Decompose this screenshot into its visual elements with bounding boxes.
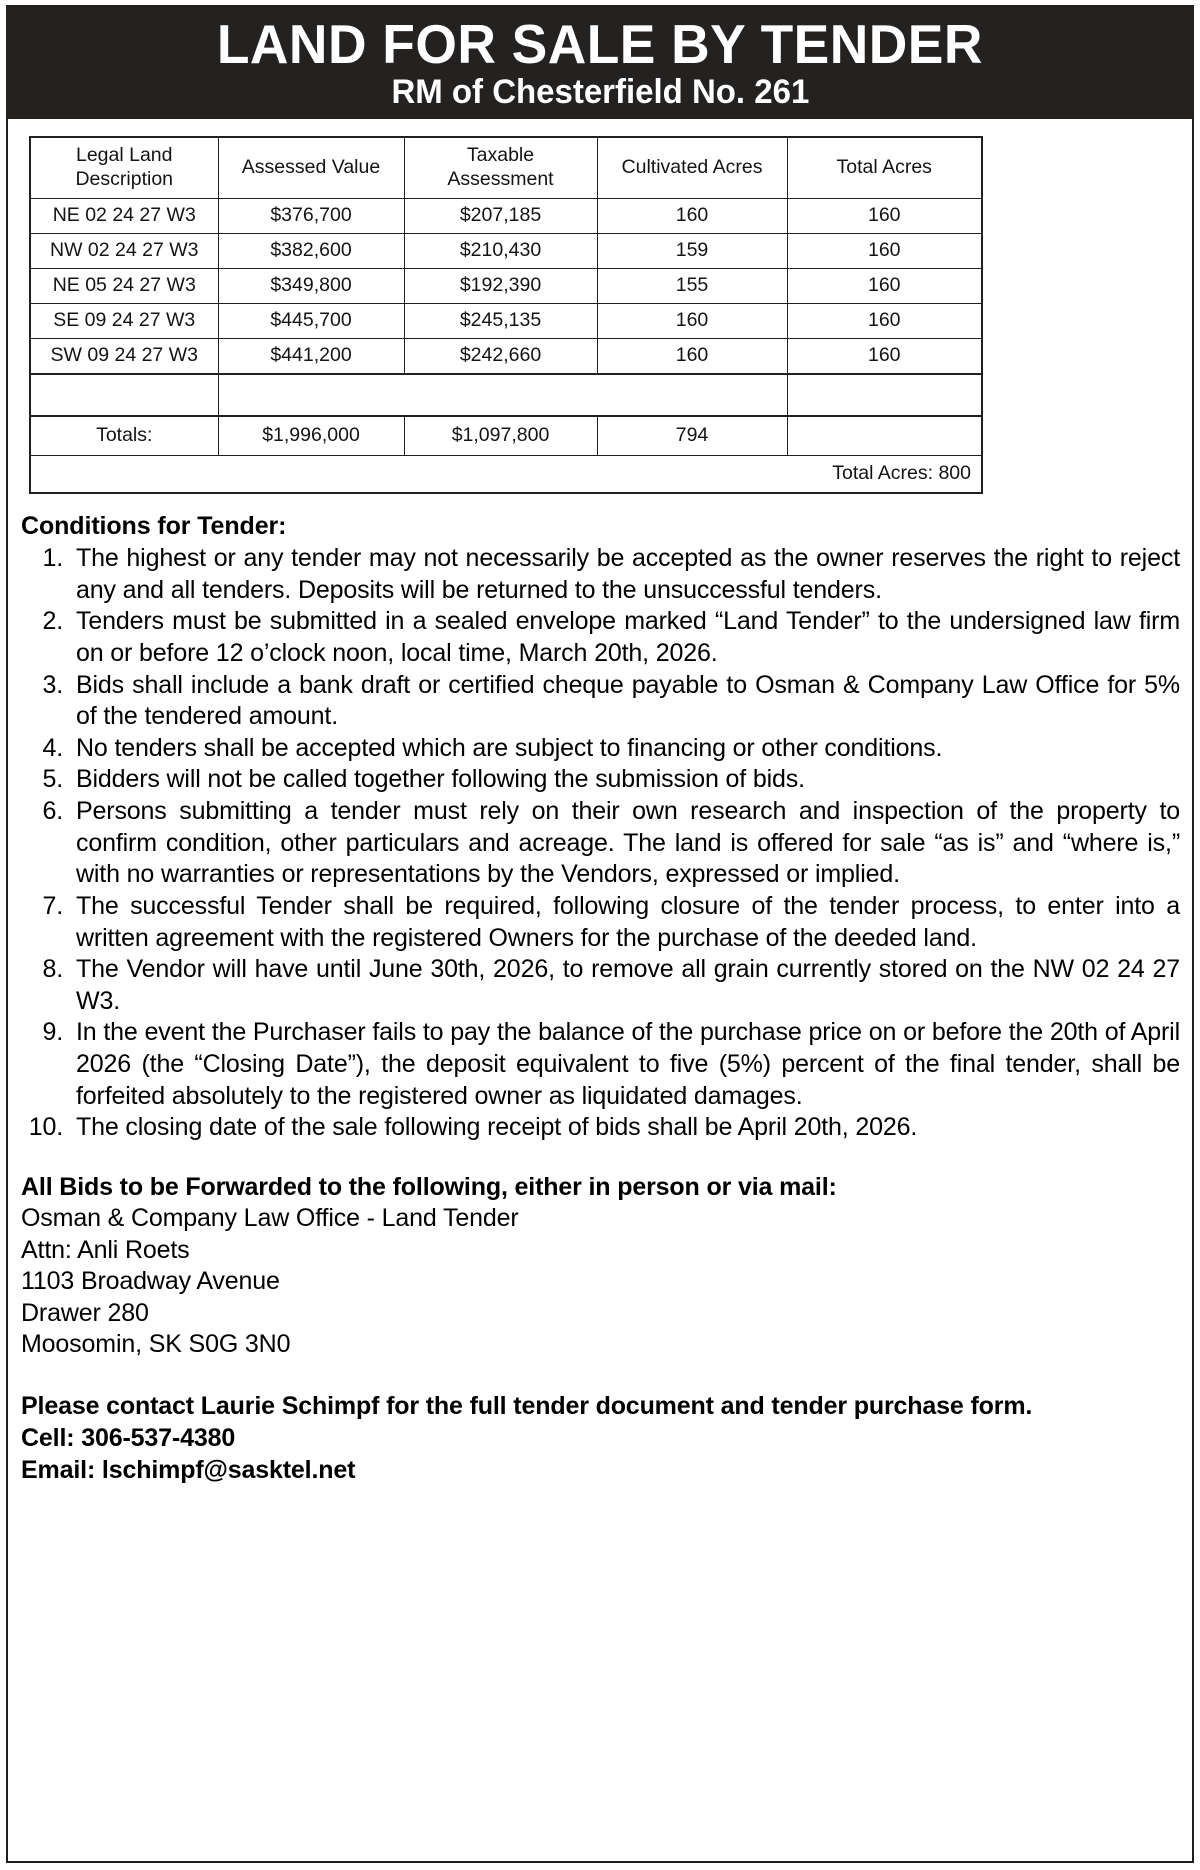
address-line-street: 1103 Broadway Avenue: [21, 1267, 280, 1296]
condition-text: The successful Tender shall be required, following closure of the tender process, to enter into a written agreement with the registered Owners for the purchase of the deeded land.: [76, 891, 1180, 952]
condition-number: 6.: [42, 797, 63, 825]
column-header-legal-land-description: [30, 137, 218, 199]
condition-text: Persons submitting a tender must rely on their own research and inspection of the property to confirm condition, other particulars and acreage. The land is offered for sale “as is” and “where is,” with no warranties or representations by the Vendors, expressed or implied.: [76, 797, 1180, 889]
header-line-1: Taxable: [466, 144, 535, 167]
condition-text: Bidders will not be called together following the submission of bids.: [76, 765, 805, 794]
page-title: LAND FOR SALE BY TENDER: [216, 12, 983, 75]
table-row: [30, 339, 982, 375]
document-body: [0, 136, 1200, 1486]
bids-forwarded-block: [21, 1172, 1180, 1361]
header-banner: [7, 7, 1193, 119]
conditions-list: [21, 543, 1180, 1144]
cell-total: 160: [787, 304, 982, 339]
condition-item-3: [21, 670, 1180, 733]
table-row: [30, 269, 982, 304]
condition-text: The closing date of the sale following receipt of bids shall be April 20th, 2026.: [76, 1113, 918, 1142]
totals-label: Totals:: [30, 416, 218, 456]
table-header-row: [30, 137, 982, 199]
totals-cultivated: 794: [597, 416, 787, 456]
totals-taxable: $1,097,800: [404, 416, 597, 456]
condition-number: 4.: [42, 733, 63, 762]
cell-taxable: $245,135: [404, 304, 597, 339]
condition-number: 10.: [28, 1113, 63, 1142]
cell-legal: SE 09 24 27 W3: [30, 304, 218, 339]
condition-item-6: [21, 796, 1180, 891]
spacer-cell: [404, 374, 597, 416]
totals-total: [787, 416, 982, 456]
condition-number: 3.: [42, 670, 63, 699]
table-totals-row: [30, 416, 982, 456]
condition-number: 8.: [42, 955, 63, 984]
condition-text: Tenders must be submitted in a sealed envelope marked “Land Tender” to the undersigned law firm on or before 12 o’clock noon, local time, March 20th, 2026.: [76, 607, 1180, 667]
table-row: [30, 304, 982, 339]
spacer-cell: [30, 374, 218, 416]
cell-total: 160: [787, 234, 982, 269]
table-total-acres-row: [30, 456, 982, 494]
cell-assessed: $441,200: [218, 339, 404, 375]
condition-item-7: [21, 891, 1180, 954]
header-line-1: Cultivated Acres: [621, 156, 763, 179]
condition-number: 9.: [42, 1018, 63, 1047]
bids-forwarded-heading: All Bids to be Forwarded to the following, either in person or via mail:: [21, 1172, 837, 1201]
column-header-assessed-value: [218, 137, 404, 199]
condition-text: The Vendor will have until June 30th, 2026, to remove all grain currently stored on the NW 02 24 27 W3.: [76, 955, 1180, 1015]
header-line-1: Assessed Value: [241, 156, 381, 179]
cell-legal: NW 02 24 27 W3: [30, 234, 218, 269]
condition-number: 2.: [42, 607, 63, 636]
condition-text: The highest or any tender may not necessarily be accepted as the owner reserves the right to reject any and all tenders. Deposits will be returned to the unsuccessful tenders.: [76, 544, 1180, 604]
condition-item-9: [21, 1017, 1180, 1112]
header-line-1: Legal Land: [75, 144, 173, 167]
condition-number: 5.: [42, 765, 63, 794]
land-parcel-table: [29, 136, 983, 494]
cell-assessed: $376,700: [218, 199, 404, 234]
condition-item-8: [21, 954, 1180, 1017]
totals-assessed: $1,996,000: [218, 416, 404, 456]
cell-taxable: $242,660: [404, 339, 597, 375]
cell-assessed: $349,800: [218, 269, 404, 304]
condition-item-1: [21, 543, 1180, 606]
spacer-cell: [218, 374, 404, 416]
spacer-cell: [597, 374, 787, 416]
condition-number: 7.: [42, 891, 63, 920]
column-header-total-acres: [787, 137, 982, 199]
header-line-1: Total Acres: [836, 156, 932, 179]
cell-taxable: $192,390: [404, 269, 597, 304]
page-subtitle: RM of Chesterfield No. 261: [391, 72, 809, 111]
address-line-drawer: Drawer 280: [21, 1298, 149, 1327]
address-line-city: Moosomin, SK S0G 3N0: [21, 1330, 291, 1359]
table-spacer-row: [30, 374, 982, 416]
address-line-firm: Osman & Company Law Office - Land Tender: [21, 1204, 519, 1233]
condition-text: No tenders shall be accepted which are subject to financing or other conditions.: [76, 733, 943, 762]
table-row: [30, 199, 982, 234]
condition-item-10: [21, 1112, 1180, 1144]
cell-cultivated: 159: [597, 234, 787, 269]
spacer-cell: [787, 374, 982, 416]
contact-block: [21, 1390, 1180, 1486]
cell-legal: NE 02 24 27 W3: [30, 199, 218, 234]
cell-legal: SW 09 24 27 W3: [30, 339, 218, 375]
cell-cultivated: 160: [597, 339, 787, 375]
condition-text: In the event the Purchaser fails to pay the balance of the purchase price on or before the 20th of April 2026 (the “Closing Date”), the deposit equivalent to five (5%) percent of the final tender, shall be forfeited absolutely to the registered owner as liquidated damages.: [76, 1018, 1180, 1110]
column-header-taxable-assessment: [404, 137, 597, 199]
contact-email: Email: lschimpf@sasktel.net: [21, 1455, 356, 1484]
condition-text: Bids shall include a bank draft or certified cheque payable to Osman & Company Law Office for 5% of the tendered amount.: [76, 670, 1180, 731]
header-line-2: Assessment: [447, 168, 554, 190]
total-acres-note: Total Acres: 800: [30, 456, 982, 494]
condition-item-5: [21, 764, 1180, 796]
contact-cell: Cell: 306-537-4380: [21, 1423, 236, 1452]
condition-item-2: [21, 606, 1180, 669]
conditions-heading: Conditions for Tender:: [21, 512, 287, 540]
cell-total: 160: [787, 339, 982, 375]
cell-total: 160: [787, 269, 982, 304]
cell-cultivated: 155: [597, 269, 787, 304]
cell-assessed: $445,700: [218, 304, 404, 339]
cell-legal: NE 05 24 27 W3: [30, 269, 218, 304]
cell-taxable: $207,185: [404, 199, 597, 234]
table-row: [30, 234, 982, 269]
cell-total: 160: [787, 199, 982, 234]
address-line-attention: Attn: Anli Roets: [21, 1235, 190, 1264]
header-line-2: Description: [75, 168, 174, 190]
contact-instruction: Please contact Laurie Schimpf for the full tender document and tender purchase form.: [21, 1391, 1033, 1420]
cell-cultivated: 160: [597, 304, 787, 339]
condition-item-4: [21, 733, 1180, 765]
column-header-cultivated-acres: [597, 137, 787, 199]
cell-cultivated: 160: [597, 199, 787, 234]
condition-number: 1.: [42, 544, 63, 572]
cell-taxable: $210,430: [404, 234, 597, 269]
cell-assessed: $382,600: [218, 234, 404, 269]
